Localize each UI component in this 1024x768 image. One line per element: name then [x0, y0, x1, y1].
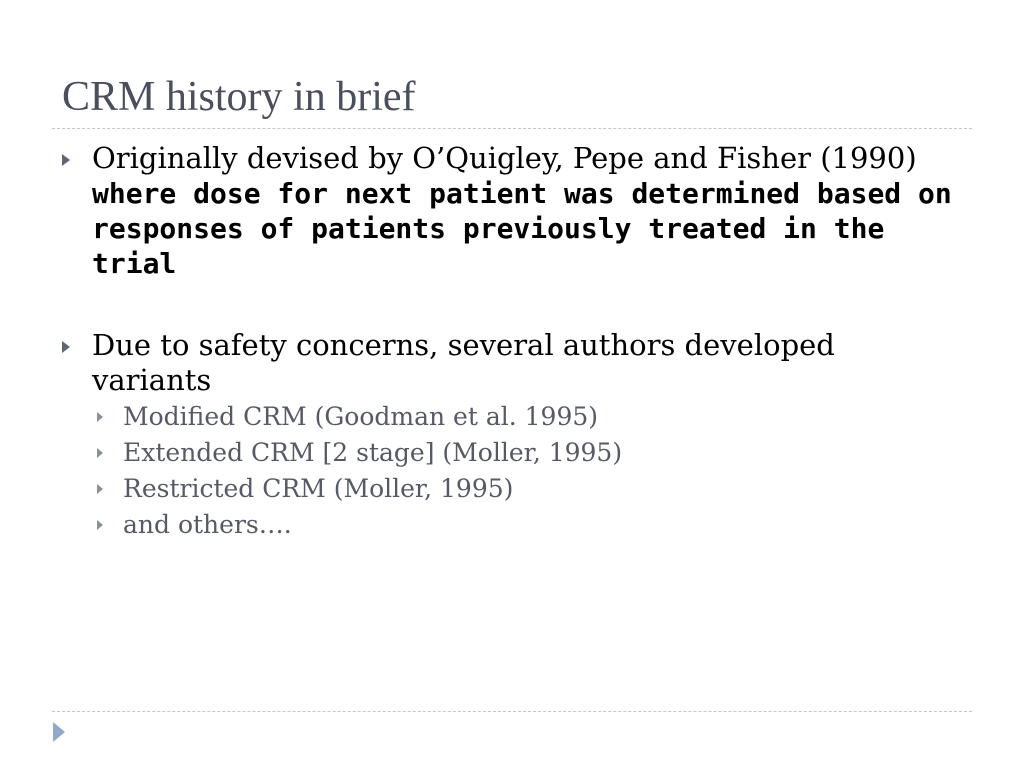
- sub-bullet-item: [97, 400, 957, 436]
- bullet-text-regular: Originally devised by O’Quigley, Pepe and Fisher (1990): [92, 141, 917, 175]
- sub-bullet-triangle-icon: [97, 520, 103, 530]
- bullet-text-bold: where dose for next patient was determined based on responses of patients previously treated in the trial: [92, 177, 952, 280]
- sub-bullet-text: Restricted CRM (Moller, 1995): [123, 474, 514, 503]
- sub-bullet-triangle-icon: [97, 412, 103, 422]
- bullet-item-1: [62, 141, 962, 281]
- sub-bullet-item: [97, 472, 957, 508]
- sub-bullet-item: [97, 508, 957, 544]
- sub-bullet-triangle-icon: [97, 448, 103, 458]
- sub-bullet-text: Modified CRM (Goodman et al. 1995): [123, 402, 599, 431]
- sub-bullet-text: Extended CRM [2 stage] (Moller, 1995): [123, 438, 623, 467]
- footer-divider: [52, 711, 972, 712]
- bullet-text: [92, 328, 962, 398]
- sub-bullet-triangle-icon: [97, 484, 103, 494]
- bullet-triangle-icon: [62, 154, 70, 166]
- sub-bullet-text: and others….: [123, 510, 292, 539]
- title-divider: [52, 128, 972, 129]
- bullet-text: [92, 141, 962, 281]
- bullet-triangle-icon: [62, 341, 70, 353]
- footer-arrow-icon: [53, 722, 65, 742]
- bullet-item-2: [62, 328, 962, 398]
- sub-bullet-list: [97, 400, 957, 544]
- sub-bullet-item: [97, 436, 957, 472]
- slide-title: CRM history in brief: [62, 74, 416, 120]
- bullet-text-regular: Due to safety concerns, several authors developed variants: [92, 328, 835, 397]
